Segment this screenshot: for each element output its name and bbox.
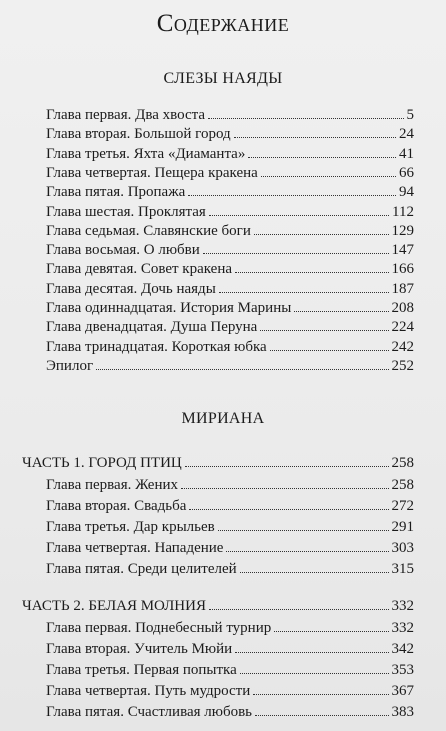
page-number: 187 <box>391 280 414 297</box>
page-number: 291 <box>391 519 414 535</box>
toc-entry <box>46 680 414 700</box>
dot-leader <box>226 537 388 552</box>
dot-leader <box>208 104 403 119</box>
toc-entry <box>46 355 414 375</box>
dot-leader <box>96 355 388 370</box>
page-number: 208 <box>391 300 414 316</box>
entry-title: Эпилог <box>46 357 94 374</box>
toc-entry <box>46 297 414 317</box>
dot-leader <box>235 638 388 653</box>
page-number: 383 <box>391 704 414 720</box>
entry-title: Глава вторая. Большой город <box>46 126 231 143</box>
entry-title: Глава пятая. Счастливая любовь <box>46 704 253 720</box>
toc-part <box>22 595 414 615</box>
page-number: 129 <box>391 222 414 239</box>
page-number: 147 <box>391 242 414 259</box>
dot-leader <box>219 278 389 293</box>
entry-title: Глава одиннадцатая. История Марины <box>46 300 292 316</box>
dot-leader <box>234 123 396 138</box>
entry-title: Глава седьмая. Славянские боги <box>46 222 251 239</box>
toc-entry <box>46 495 414 515</box>
toc-entry <box>46 239 414 259</box>
page-number: 342 <box>391 641 414 657</box>
page-number: 24 <box>399 126 414 143</box>
page-number: 66 <box>399 164 414 181</box>
dot-leader <box>218 516 389 531</box>
toc-entry <box>46 278 414 298</box>
toc-entry <box>46 220 414 240</box>
toc-entry <box>46 316 414 336</box>
entry-title: Глава третья. Дар крыльев <box>46 519 215 535</box>
entry-title: Глава шестая. Проклятая <box>46 203 206 220</box>
dot-leader <box>240 558 389 573</box>
page-number: 272 <box>391 498 414 514</box>
entry-title: Глава четвертая. Пещера кракена <box>46 164 258 181</box>
dot-leader <box>253 680 388 695</box>
entry-title: Глава четвертая. Нападение <box>46 540 224 556</box>
page-number: 5 <box>406 107 414 123</box>
dot-leader <box>185 452 389 467</box>
toc-entry <box>46 701 414 721</box>
entry-title: Глава четвертая. Путь мудрости <box>46 683 251 699</box>
entry-title: Глава вторая. Учитель Мюйи <box>46 641 233 657</box>
entry-title: Глава первая. Жених <box>46 477 178 493</box>
toc-entry <box>46 104 414 124</box>
dot-leader <box>209 201 389 216</box>
dot-leader <box>240 659 389 674</box>
dot-leader <box>188 181 396 196</box>
dot-leader <box>294 297 388 312</box>
page-number: 258 <box>391 477 414 493</box>
toc-entry <box>46 201 414 221</box>
entry-title: Глава восьмая. О любви <box>46 242 200 259</box>
section-heading-1: СЛЕЗЫ НАЯДЫ <box>163 70 283 87</box>
dot-leader <box>181 474 389 489</box>
dot-leader <box>255 701 388 716</box>
entry-title: Глава третья. Первая попытка <box>46 662 237 678</box>
page-number: 224 <box>391 319 414 336</box>
toc-entry <box>46 537 414 557</box>
toc-entry <box>46 123 414 143</box>
entry-title: Глава десятая. Дочь наяды <box>46 280 216 297</box>
entry-title: Глава тринадцатая. Короткая юбка <box>46 338 267 355</box>
toc-entry <box>46 336 414 356</box>
toc-entry <box>46 474 414 494</box>
entry-title: Глава пятая. Среди целителей <box>46 561 237 577</box>
entry-title: Глава третья. Яхта «Диаманта» <box>46 145 246 162</box>
entry-title: Глава двенадцатая. Душа Перуна <box>46 319 258 336</box>
page-number: 315 <box>391 561 414 577</box>
toc-entry <box>46 258 414 278</box>
toc-part <box>22 452 414 472</box>
toc-entry <box>46 516 414 536</box>
page-number: 94 <box>399 184 414 201</box>
page-number: 41 <box>399 145 414 162</box>
entry-title: Глава вторая. Свадьба <box>46 498 187 514</box>
page-number: 166 <box>391 261 414 278</box>
toc-entry <box>46 617 414 637</box>
page-number: 332 <box>391 598 414 614</box>
toc-entry <box>46 143 414 163</box>
dot-leader <box>270 336 389 351</box>
part-title: ЧАСТЬ 2. БЕЛАЯ МОЛНИЯ <box>22 598 206 614</box>
dot-leader <box>274 617 388 632</box>
dot-leader <box>203 239 389 254</box>
entry-title: Глава первая. Два хвоста <box>46 107 206 123</box>
entry-title: Глава пятая. Пропажа <box>46 184 186 201</box>
page-number: 258 <box>391 455 414 471</box>
entry-title: Глава первая. Поднебесный турнир <box>46 620 272 636</box>
page-number: 252 <box>391 357 414 374</box>
toc-entry <box>46 558 414 578</box>
dot-leader <box>189 495 388 510</box>
toc-entry <box>46 638 414 658</box>
page-number: 303 <box>391 540 414 556</box>
section-heading-2: МИРИАНА <box>181 410 265 427</box>
dot-leader <box>260 316 388 331</box>
dot-leader <box>248 143 396 158</box>
dot-leader <box>235 258 388 273</box>
page-number: 367 <box>391 683 414 699</box>
page-title: Содержание <box>156 10 290 37</box>
toc-entry <box>46 162 414 182</box>
dot-leader <box>209 595 389 610</box>
toc-entry <box>46 181 414 201</box>
dot-leader <box>254 220 389 235</box>
page-number: 242 <box>391 338 414 355</box>
page-number: 332 <box>391 620 414 636</box>
page-number: 112 <box>392 203 414 220</box>
part-title: ЧАСТЬ 1. ГОРОД ПТИЦ <box>22 455 182 471</box>
dot-leader <box>261 162 396 177</box>
page-number: 353 <box>391 662 414 678</box>
entry-title: Глава девятая. Совет кракена <box>46 261 233 278</box>
toc-entry <box>46 659 414 679</box>
